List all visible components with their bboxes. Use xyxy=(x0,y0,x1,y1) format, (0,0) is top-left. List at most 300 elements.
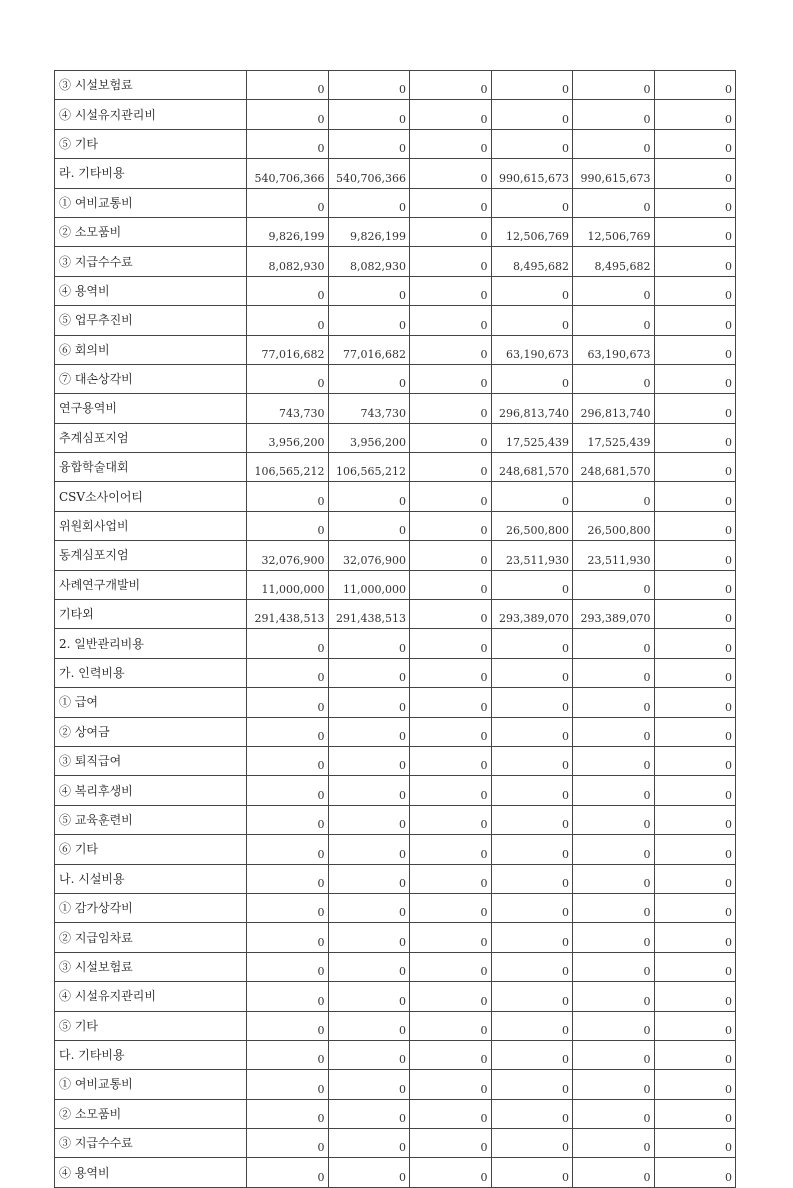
amount-cell: 0 xyxy=(491,276,573,305)
amount-cell: 0 xyxy=(410,482,492,511)
amount-cell: 9,826,199 xyxy=(328,217,410,246)
row-label: ③ 퇴직급여 xyxy=(55,746,247,775)
amount-cell: 0 xyxy=(491,629,573,658)
amount-cell: 0 xyxy=(573,835,655,864)
table-row xyxy=(55,1011,736,1040)
amount-cell: 0 xyxy=(573,364,655,393)
amount-cell: 0 xyxy=(328,717,410,746)
amount-cell: 0 xyxy=(328,746,410,775)
row-label: 사례연구개발비 xyxy=(55,570,247,599)
amount-cell: 0 xyxy=(247,717,329,746)
amount-cell: 0 xyxy=(328,1070,410,1099)
amount-cell: 0 xyxy=(410,217,492,246)
amount-cell: 0 xyxy=(410,129,492,158)
amount-cell: 0 xyxy=(328,1011,410,1040)
amount-cell: 0 xyxy=(247,1158,329,1187)
table-row xyxy=(55,600,736,629)
amount-cell: 0 xyxy=(328,629,410,658)
amount-cell: 0 xyxy=(410,364,492,393)
amount-cell: 0 xyxy=(654,1129,736,1158)
amount-cell: 0 xyxy=(328,482,410,511)
amount-cell: 0 xyxy=(410,159,492,188)
amount-cell: 540,706,366 xyxy=(328,159,410,188)
amount-cell: 0 xyxy=(654,688,736,717)
amount-cell: 0 xyxy=(410,1040,492,1069)
amount-cell: 0 xyxy=(491,1099,573,1128)
amount-cell: 0 xyxy=(654,335,736,364)
table-row xyxy=(55,629,736,658)
row-label: ⑥ 기타 xyxy=(55,835,247,864)
amount-cell: 0 xyxy=(654,482,736,511)
table-row xyxy=(55,100,736,129)
amount-cell: 106,565,212 xyxy=(328,453,410,482)
amount-cell: 0 xyxy=(654,1099,736,1128)
amount-cell: 0 xyxy=(654,453,736,482)
amount-cell: 32,076,900 xyxy=(247,541,329,570)
row-label: ⑤ 교육훈련비 xyxy=(55,805,247,834)
amount-cell: 0 xyxy=(573,1011,655,1040)
amount-cell: 0 xyxy=(654,629,736,658)
amount-cell: 743,730 xyxy=(328,394,410,423)
amount-cell: 0 xyxy=(654,717,736,746)
row-label: 연구용역비 xyxy=(55,394,247,423)
amount-cell: 0 xyxy=(491,717,573,746)
table-row xyxy=(55,1158,736,1187)
amount-cell: 0 xyxy=(491,1129,573,1158)
amount-cell: 0 xyxy=(247,835,329,864)
amount-cell: 990,615,673 xyxy=(573,159,655,188)
table-row xyxy=(55,188,736,217)
amount-cell: 0 xyxy=(328,923,410,952)
row-label: 위원회사업비 xyxy=(55,511,247,540)
amount-cell: 0 xyxy=(410,923,492,952)
amount-cell: 0 xyxy=(410,776,492,805)
amount-cell: 0 xyxy=(410,188,492,217)
amount-cell: 0 xyxy=(410,688,492,717)
amount-cell: 0 xyxy=(654,188,736,217)
table-row xyxy=(55,688,736,717)
amount-cell: 26,500,800 xyxy=(573,511,655,540)
amount-cell: 0 xyxy=(491,364,573,393)
row-label: ⑤ 업무추진비 xyxy=(55,306,247,335)
table-row xyxy=(55,71,736,100)
table-row xyxy=(55,1099,736,1128)
row-label: ③ 지급수수료 xyxy=(55,1129,247,1158)
row-label: ③ 시설보험료 xyxy=(55,71,247,100)
amount-cell: 0 xyxy=(654,600,736,629)
amount-cell: 0 xyxy=(491,1158,573,1187)
amount-cell: 0 xyxy=(328,276,410,305)
amount-cell: 0 xyxy=(654,952,736,981)
table-row xyxy=(55,482,736,511)
amount-cell: 0 xyxy=(654,805,736,834)
row-label: ③ 시설보험료 xyxy=(55,952,247,981)
row-label: 라. 기타비용 xyxy=(55,159,247,188)
amount-cell: 0 xyxy=(328,129,410,158)
amount-cell: 23,511,930 xyxy=(491,541,573,570)
row-label: ④ 복리후생비 xyxy=(55,776,247,805)
table-row xyxy=(55,1040,736,1069)
table-row xyxy=(55,306,736,335)
table-row xyxy=(55,835,736,864)
table-row xyxy=(55,952,736,981)
amount-cell: 0 xyxy=(410,952,492,981)
amount-cell: 0 xyxy=(654,982,736,1011)
amount-cell: 106,565,212 xyxy=(247,453,329,482)
amount-cell: 0 xyxy=(247,188,329,217)
amount-cell: 0 xyxy=(247,129,329,158)
amount-cell: 248,681,570 xyxy=(491,453,573,482)
amount-cell: 0 xyxy=(410,423,492,452)
amount-cell: 0 xyxy=(573,805,655,834)
amount-cell: 0 xyxy=(328,835,410,864)
amount-cell: 0 xyxy=(410,1158,492,1187)
amount-cell: 0 xyxy=(410,1129,492,1158)
amount-cell: 0 xyxy=(573,952,655,981)
amount-cell: 0 xyxy=(654,541,736,570)
amount-cell: 0 xyxy=(491,1070,573,1099)
amount-cell: 0 xyxy=(654,893,736,922)
row-label: 2. 일반관리비용 xyxy=(55,629,247,658)
table-row xyxy=(55,335,736,364)
table-row xyxy=(55,776,736,805)
amount-cell: 17,525,439 xyxy=(491,423,573,452)
amount-cell: 0 xyxy=(410,453,492,482)
amount-cell: 0 xyxy=(247,982,329,1011)
amount-cell: 0 xyxy=(654,1040,736,1069)
amount-cell: 0 xyxy=(410,100,492,129)
amount-cell: 0 xyxy=(573,776,655,805)
table-row xyxy=(55,511,736,540)
row-label: ② 소모품비 xyxy=(55,1099,247,1128)
amount-cell: 0 xyxy=(247,746,329,775)
amount-cell: 11,000,000 xyxy=(328,570,410,599)
amount-cell: 0 xyxy=(573,1070,655,1099)
amount-cell: 0 xyxy=(654,364,736,393)
amount-cell: 0 xyxy=(328,776,410,805)
amount-cell: 0 xyxy=(573,923,655,952)
amount-cell: 0 xyxy=(328,688,410,717)
row-label: ④ 시설유지관리비 xyxy=(55,100,247,129)
amount-cell: 743,730 xyxy=(247,394,329,423)
amount-cell: 0 xyxy=(573,658,655,687)
amount-cell: 0 xyxy=(410,600,492,629)
amount-cell: 0 xyxy=(573,1158,655,1187)
amount-cell: 0 xyxy=(247,952,329,981)
amount-cell: 0 xyxy=(328,864,410,893)
row-label: ④ 용역비 xyxy=(55,1158,247,1187)
amount-cell: 0 xyxy=(654,217,736,246)
amount-cell: 0 xyxy=(573,688,655,717)
amount-cell: 0 xyxy=(247,1040,329,1069)
amount-cell: 8,082,930 xyxy=(328,247,410,276)
amount-cell: 11,000,000 xyxy=(247,570,329,599)
amount-cell: 0 xyxy=(654,1011,736,1040)
table-row xyxy=(55,893,736,922)
amount-cell: 0 xyxy=(573,188,655,217)
amount-cell: 0 xyxy=(491,570,573,599)
amount-cell: 0 xyxy=(410,306,492,335)
amount-cell: 0 xyxy=(328,982,410,1011)
amount-cell: 0 xyxy=(410,746,492,775)
amount-cell: 0 xyxy=(410,335,492,364)
amount-cell: 77,016,682 xyxy=(328,335,410,364)
table-row xyxy=(55,129,736,158)
amount-cell: 0 xyxy=(247,688,329,717)
amount-cell: 0 xyxy=(654,1158,736,1187)
amount-cell: 0 xyxy=(654,306,736,335)
amount-cell: 0 xyxy=(491,100,573,129)
amount-cell: 0 xyxy=(410,893,492,922)
amount-cell: 0 xyxy=(654,100,736,129)
amount-cell: 0 xyxy=(410,864,492,893)
amount-cell: 0 xyxy=(573,71,655,100)
row-label: 추계심포지엄 xyxy=(55,423,247,452)
amount-cell: 0 xyxy=(247,306,329,335)
amount-cell: 0 xyxy=(328,511,410,540)
amount-cell: 0 xyxy=(328,306,410,335)
amount-cell: 0 xyxy=(573,893,655,922)
amount-cell: 0 xyxy=(247,482,329,511)
amount-cell: 0 xyxy=(410,717,492,746)
row-label: ⑦ 대손상각비 xyxy=(55,364,247,393)
amount-cell: 0 xyxy=(573,306,655,335)
row-label: CSV소사이어티 xyxy=(55,482,247,511)
amount-cell: 0 xyxy=(573,746,655,775)
amount-cell: 0 xyxy=(410,1011,492,1040)
expense-table-body xyxy=(55,71,736,1188)
row-label: 다. 기타비용 xyxy=(55,1040,247,1069)
amount-cell: 0 xyxy=(410,541,492,570)
amount-cell: 17,525,439 xyxy=(573,423,655,452)
table-row xyxy=(55,923,736,952)
amount-cell: 0 xyxy=(247,1011,329,1040)
amount-cell: 0 xyxy=(654,129,736,158)
amount-cell: 12,506,769 xyxy=(573,217,655,246)
amount-cell: 291,438,513 xyxy=(328,600,410,629)
amount-cell: 293,389,070 xyxy=(573,600,655,629)
row-label: ② 소모품비 xyxy=(55,217,247,246)
row-label: 나. 시설비용 xyxy=(55,864,247,893)
amount-cell: 0 xyxy=(491,835,573,864)
amount-cell: 0 xyxy=(247,893,329,922)
amount-cell: 0 xyxy=(491,952,573,981)
amount-cell: 0 xyxy=(410,982,492,1011)
amount-cell: 0 xyxy=(491,482,573,511)
amount-cell: 8,495,682 xyxy=(491,247,573,276)
row-label: ⑤ 기타 xyxy=(55,129,247,158)
row-label: 동계심포지엄 xyxy=(55,541,247,570)
amount-cell: 0 xyxy=(410,71,492,100)
amount-cell: 0 xyxy=(247,629,329,658)
amount-cell: 0 xyxy=(654,776,736,805)
amount-cell: 0 xyxy=(654,746,736,775)
amount-cell: 9,826,199 xyxy=(247,217,329,246)
amount-cell: 0 xyxy=(491,982,573,1011)
amount-cell: 248,681,570 xyxy=(573,453,655,482)
amount-cell: 0 xyxy=(654,923,736,952)
row-label: ② 상여금 xyxy=(55,717,247,746)
amount-cell: 0 xyxy=(573,982,655,1011)
amount-cell: 0 xyxy=(573,482,655,511)
amount-cell: 0 xyxy=(247,364,329,393)
amount-cell: 0 xyxy=(247,71,329,100)
amount-cell: 0 xyxy=(654,570,736,599)
table-row xyxy=(55,570,736,599)
amount-cell: 0 xyxy=(654,394,736,423)
row-label: ③ 지급수수료 xyxy=(55,247,247,276)
amount-cell: 0 xyxy=(328,100,410,129)
amount-cell: 3,956,200 xyxy=(328,423,410,452)
table-row xyxy=(55,247,736,276)
amount-cell: 0 xyxy=(247,1070,329,1099)
amount-cell: 0 xyxy=(328,1129,410,1158)
amount-cell: 0 xyxy=(654,159,736,188)
table-row xyxy=(55,541,736,570)
amount-cell: 0 xyxy=(491,1040,573,1069)
amount-cell: 296,813,740 xyxy=(573,394,655,423)
amount-cell: 0 xyxy=(247,100,329,129)
row-label: 가. 인력비용 xyxy=(55,658,247,687)
amount-cell: 0 xyxy=(410,835,492,864)
amount-cell: 0 xyxy=(573,717,655,746)
table-row xyxy=(55,394,736,423)
row-label: ① 급여 xyxy=(55,688,247,717)
table-row xyxy=(55,717,736,746)
row-label: ① 여비교통비 xyxy=(55,188,247,217)
table-row xyxy=(55,1129,736,1158)
amount-cell: 0 xyxy=(247,511,329,540)
amount-cell: 23,511,930 xyxy=(573,541,655,570)
amount-cell: 0 xyxy=(247,1099,329,1128)
amount-cell: 990,615,673 xyxy=(491,159,573,188)
amount-cell: 0 xyxy=(491,188,573,217)
amount-cell: 0 xyxy=(328,364,410,393)
row-label: ④ 시설유지관리비 xyxy=(55,982,247,1011)
table-row xyxy=(55,217,736,246)
amount-cell: 0 xyxy=(654,864,736,893)
amount-cell: 0 xyxy=(654,247,736,276)
amount-cell: 0 xyxy=(328,805,410,834)
amount-cell: 0 xyxy=(247,776,329,805)
table-row xyxy=(55,423,736,452)
amount-cell: 0 xyxy=(410,658,492,687)
amount-cell: 0 xyxy=(491,776,573,805)
amount-cell: 293,389,070 xyxy=(491,600,573,629)
amount-cell: 0 xyxy=(573,129,655,158)
amount-cell: 3,956,200 xyxy=(247,423,329,452)
amount-cell: 0 xyxy=(410,394,492,423)
amount-cell: 0 xyxy=(654,423,736,452)
amount-cell: 0 xyxy=(410,629,492,658)
table-row xyxy=(55,864,736,893)
table-row xyxy=(55,658,736,687)
table-row xyxy=(55,276,736,305)
table-row xyxy=(55,1070,736,1099)
amount-cell: 0 xyxy=(410,247,492,276)
amount-cell: 0 xyxy=(573,864,655,893)
amount-cell: 0 xyxy=(328,658,410,687)
table-row xyxy=(55,364,736,393)
amount-cell: 0 xyxy=(573,276,655,305)
amount-cell: 0 xyxy=(328,893,410,922)
amount-cell: 0 xyxy=(328,188,410,217)
amount-cell: 0 xyxy=(654,511,736,540)
amount-cell: 0 xyxy=(328,952,410,981)
amount-cell: 63,190,673 xyxy=(491,335,573,364)
row-label: ① 여비교통비 xyxy=(55,1070,247,1099)
amount-cell: 0 xyxy=(491,658,573,687)
amount-cell: 0 xyxy=(410,570,492,599)
amount-cell: 0 xyxy=(410,1070,492,1099)
amount-cell: 77,016,682 xyxy=(247,335,329,364)
row-label: 융합학술대회 xyxy=(55,453,247,482)
row-label: 기타외 xyxy=(55,600,247,629)
amount-cell: 0 xyxy=(328,1099,410,1128)
amount-cell: 0 xyxy=(491,923,573,952)
amount-cell: 0 xyxy=(573,1040,655,1069)
amount-cell: 296,813,740 xyxy=(491,394,573,423)
amount-cell: 12,506,769 xyxy=(491,217,573,246)
amount-cell: 0 xyxy=(654,835,736,864)
amount-cell: 0 xyxy=(491,71,573,100)
amount-cell: 32,076,900 xyxy=(328,541,410,570)
amount-cell: 291,438,513 xyxy=(247,600,329,629)
amount-cell: 0 xyxy=(491,805,573,834)
amount-cell: 0 xyxy=(410,276,492,305)
row-label: ② 지급임차료 xyxy=(55,923,247,952)
amount-cell: 0 xyxy=(247,923,329,952)
amount-cell: 0 xyxy=(491,306,573,335)
amount-cell: 0 xyxy=(654,71,736,100)
amount-cell: 0 xyxy=(410,1099,492,1128)
amount-cell: 0 xyxy=(573,629,655,658)
amount-cell: 0 xyxy=(328,71,410,100)
table-row xyxy=(55,159,736,188)
amount-cell: 26,500,800 xyxy=(491,511,573,540)
amount-cell: 540,706,366 xyxy=(247,159,329,188)
amount-cell: 0 xyxy=(247,864,329,893)
amount-cell: 0 xyxy=(654,658,736,687)
amount-cell: 0 xyxy=(573,1099,655,1128)
amount-cell: 0 xyxy=(573,1129,655,1158)
amount-cell: 0 xyxy=(328,1158,410,1187)
amount-cell: 63,190,673 xyxy=(573,335,655,364)
amount-cell: 8,082,930 xyxy=(247,247,329,276)
amount-cell: 0 xyxy=(410,805,492,834)
amount-cell: 0 xyxy=(247,1129,329,1158)
table-row xyxy=(55,805,736,834)
amount-cell: 0 xyxy=(247,658,329,687)
amount-cell: 0 xyxy=(491,129,573,158)
amount-cell: 0 xyxy=(491,688,573,717)
amount-cell: 0 xyxy=(491,1011,573,1040)
row-label: ④ 용역비 xyxy=(55,276,247,305)
table-row xyxy=(55,746,736,775)
amount-cell: 0 xyxy=(247,276,329,305)
amount-cell: 0 xyxy=(328,1040,410,1069)
expense-table xyxy=(54,70,736,1188)
amount-cell: 0 xyxy=(491,746,573,775)
table-row xyxy=(55,982,736,1011)
amount-cell: 0 xyxy=(410,511,492,540)
table-row xyxy=(55,453,736,482)
amount-cell: 8,495,682 xyxy=(573,247,655,276)
amount-cell: 0 xyxy=(654,276,736,305)
amount-cell: 0 xyxy=(654,1070,736,1099)
amount-cell: 0 xyxy=(247,805,329,834)
amount-cell: 0 xyxy=(573,570,655,599)
